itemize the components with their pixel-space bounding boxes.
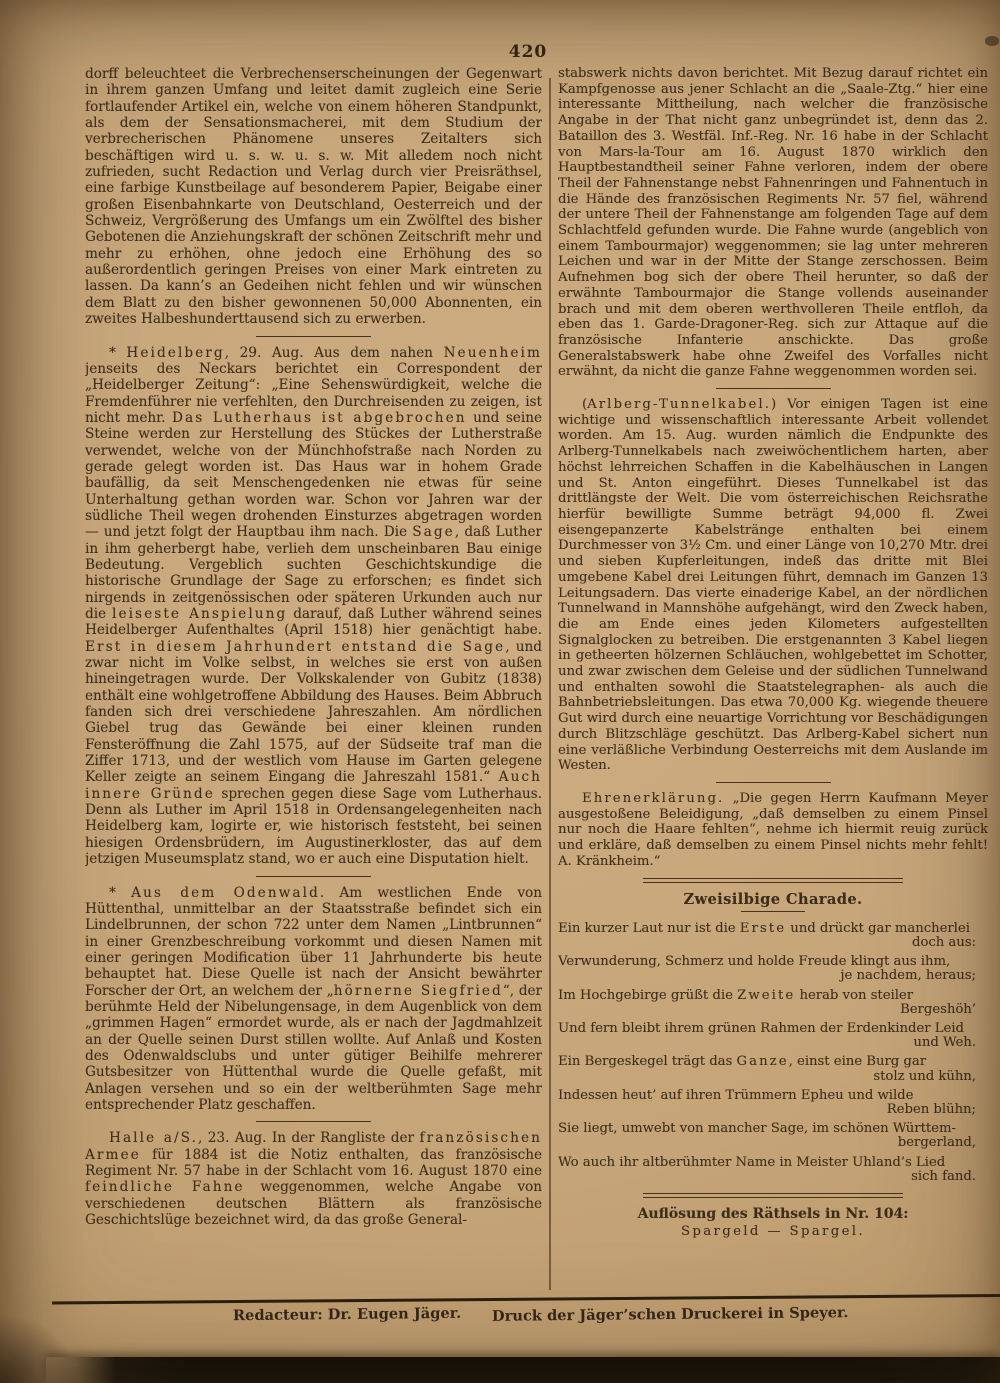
riddle-solution-answer: Spargeld — Spargel. xyxy=(680,1224,866,1240)
column-divider xyxy=(549,78,551,1290)
charade-line-overflow: doch aus: xyxy=(911,934,976,950)
charade-line-overflow: bergerland, xyxy=(897,1135,976,1151)
charade-section xyxy=(558,892,988,1184)
article-serial-continuation: dorff beleuchteet die Verbrechenserscheinungen der Gegenwart in ihrem ganzen Umfang und leitet damit zugleich eine Serie fortlaufender Artikel ein, welche von einem höheren Standpunkt, als dem der Sensationsmacherei, mit dem Studium der verbrecherischen Phänomene unseres Zeitalters sich beschäftigen wird u. s. w. u. s. w. Mit alledem noch nicht zufrieden, sucht Redaction und Verlag durch vier Preisräthsel, eine farbige Kunstbeilage auf besonderem Papier, Beigabe einer großen Eisenbahnkarte von Deutschland, Oesterreich und der Schweiz, Vergrößerung des Umfangs um ein Zwölftel des bisher Gebotenen die Anziehungskraft der schönen Zeitschrift mehr und mehr zu erhöhen, ohne jedoch eine Erhöhung des so außerordentlich geringen Preises von einer Mark eintreten zu lassen. Da kann’s an Gedeihen nicht fehlen und wir wünschen dem Blatt zu den bisher gewonnenen 50,000 Abonnenten, ein zweites Halbeshunderttausend sich zu erwerben. xyxy=(85,66,542,328)
footer-redacteur: Redacteur: Dr. Eugen Jäger. xyxy=(232,1304,462,1325)
title-underline-rule xyxy=(741,911,805,912)
footer-druck: Druck der Jäger’schen Druckerei in Speyer. xyxy=(491,1304,849,1325)
charade-line-overflow: stolz und kühn, xyxy=(873,1068,976,1084)
right-column xyxy=(558,66,988,1298)
page-number: 420 xyxy=(508,42,548,62)
charade-line: Wo auch ihr altberühmter Name in Meister Uhland’s Lied xyxy=(558,1154,946,1170)
charade-line-overflow: Bergeshöh’ xyxy=(900,1001,976,1017)
scan-edge-band xyxy=(46,1357,1000,1383)
article-arlberg-tunnelkabel: (Arlberg-Tunnelkabel.) Vor einigen Tagen ist eine wichtige und wissenschaftlich interessante Arbeit vollendet worden. Am 15. Aug. wurden nämlich die Endpunkte des Arlberg-Tunnelkabels nach zweiwöchentlichem harten, aber höchst lehrreichen Schaffen in die Kabelhäuschen in Langen und St. Anton eingeführt. Dieses Tunnelkabel ist das drittlängste der Welt. Die vom österreichischen Reichsrathe hierfür bewilligte Summe beträgt 94,000 fl. Zwei eisengepanzerte Kabelstränge enthalten bei einem Durchmesser von 3½ Cm. und einer Länge von 10,270 Mtr. drei und sieben Kupferleitungen, indeß das dritte mit Blei umgebene Kabel drei Leitungen führt, demnach im Ganzen 13 Leitungsadern. Das vierte einaderige Kabel, an der nördlichen Tunnelwand in Mannshöhe aufgehängt, wird den Zweck haben, die am Ende eines jeden Kilometers aufgestellten Signalglocken zu betreiben. Die erstgenannten 3 Kabel liegen in getheerten hölzernen Schläuchen, wohlgebettet im Schotter, und zwar zwischen dem Geleise und der südlichen Tunnelwand und enthalten sowohl die Staatstelegraphen- als auch die Bahnbetriebsleitungen. Das etwa 70,000 Kg. wiegende theuere Gut wird durch eine neuartige Vorrichtung vor Beschädigungen durch Blitzschläge geschützt. Das Arlberg-Kabel sichert nun eine verläßliche Verbindung Oesterreichs mit dem Auslande im Westen. xyxy=(558,397,988,774)
separator-rule xyxy=(256,876,371,877)
separator-rule xyxy=(716,388,831,389)
riddle-solution-title: Auflösung des Räthsels in Nr. 104: xyxy=(637,1205,909,1222)
article-halle: Halle a/S., 23. Aug. In der Rangliste der französischen Armee für 1884 ist die Notiz enthalten, das französische Regiment Nr. 57 habe in der Schlacht vom 16. August 1870 eine feindliche Fahne weggenommen, welche Angabe von verschiedenen deutschen Blättern als französische Geschichtslüge bezeichnet wird, da das große General- xyxy=(85,1130,542,1229)
charade-line-overflow: je nachdem, heraus; xyxy=(840,968,976,984)
charade-line: Sie liegt, umwebt von mancher Sage, im schönen Württem- xyxy=(558,1121,956,1137)
charade-line-overflow: und Weh. xyxy=(913,1035,976,1051)
charade-line: Ein Bergeskegel trägt das Ganze, einst eine Burg gar xyxy=(558,1054,927,1070)
article-fahne-continuation: stabswerk nichts davon berichtet. Mit Bezug darauf richtet ein Kampfgenosse aus jener Schlacht an die „Saale-Ztg.“ hier eine interessante Mittheilung, nach welcher die französische Angabe in der That nicht ganz unbegründet ist, denn das 2. Bataillon des 3. Westfäl. Inf.-Reg. Nr. 16 habe in der Schlacht von Mars-la-Tour am 16. August 1870 wirklich den Hauptbestandtheil seiner Fahne verloren, indem der obere Theil der Fahnenstange nebst Fahnenringen und Fahnentuch in die Hände des französischen Regiments Nr. 57 fiel, während der untere Theil der Fahnenstange am folgenden Tage auf dem Schlachtfeld gefunden wurde. Die Fahne wurde (angeblich von einem Tambourmajor) weggenommen; sie lag unter mehreren Leichen und war in der Mitte der Stange zerschossen. Beim Aufnehmen bog sich der obere Theil herunter, so daß der erwähnte Tambourmajor die Stange vollends auseinander brach und mit dem oberen werthvolleren Theile entfloh, da eben das 1. Garde-Dragoner-Reg. sich zur Attaque auf die französische Infanterie anschickte. Das große Generalstabswerk habe ohne Zweifel des Vorfalles nicht erwähnt, da nicht die ganze Fahne weggenommen worden sei. xyxy=(558,66,988,380)
charade-title: Zweisilbige Charade. xyxy=(683,891,863,909)
article-heidelberg: * Heidelberg, 29. Aug. Aus dem nahen Neuenheim jenseits des Neckars berichtet ein Correspondent der „Heidelberger Zeitung“: „Eine Sehenswürdigkeit, welche die Fremdenführer nie verfehlten, den Durchreisenden zu zeigen, ist nicht mehr. Das Lutherhaus ist abgebrochen und seine Steine werden zur Herstellung des Stückes der Lutherstraße verwendet, welche von der Münchhofstraße nach Norden zu gerade gelegt worden ist. Das Haus war in hohem Grade baufällig, da seit Menschengedenken nie etwas für seine Unterhaltung gethan worden war. Schon vor Jahren war der südliche Theil wegen drohenden Einsturzes abgetragen worden — und jetzt folgt der Hauptbau ihm nach. Die Sage, daß Luther in ihm geherbergt habe, verlieh dem unscheinbaren Bau einige Bedeutung. Vergeblich suchten Geschichtskundige die historische Grundlage der Sage zu erforschen; es findet sich nirgends in zeitgenössischen oder späteren Urkunden auch nur die leiseste Anspielung darauf, daß Luther während seines Heidelberger Aufenthaltes (April 1518) hier genächtigt habe. Erst in diesem Jahrhundert entstand die Sage, und zwar nicht im Volke selbst, in welches sie erst von außen hineingetragen wurde. Der Volkskalender von Gubitz (1838) enthält eine wohlgetroffene Abbildung des Hauses. Beim Abbruch fanden sich drei verschiedene Jahreszahlen. Am nördlichen Giebel trug das Gewände bei einer kleinen runden Fensteröffnung die Zahl 1575, auf der Südseite traf man die Ziffer 1713, und der westlich vom Hause im Garten gelegene Keller zeigte an seinem Eingang die Jahreszahl 1581.“ Auch innere Gründe sprechen gegen diese Sage vom Lutherhaus. Denn als Luther im April 1518 in Ordensangelegenheiten nach Heidelberg kam, logirte er, wie historisch feststeht, bei seinen hiesigen Ordensbrüdern, im Augustinerkloster, das auf dem jetzigen Museumsplatz stand, wo er auch eine Disputation hielt. xyxy=(85,344,542,868)
double-separator-rule xyxy=(643,1193,903,1198)
charade-line-overflow: Reben blühn; xyxy=(886,1101,976,1117)
left-column xyxy=(85,66,542,1298)
double-separator-rule xyxy=(643,878,903,883)
charade-line: Ein kurzer Laut nur ist die Erste und drückt gar mancherlei xyxy=(558,920,970,936)
article-odenwald: * Aus dem Odenwald. Am westlichen Ende von Hüttenthal, unmittelbar an der Staatsstraße befindet sich ein Lindelbrunnen, der schon 722 unter dem Namen „Lintbrunnen“ in einer Grenzbeschreibung vorkommt und diesen Namen mit einer geringen Modification über 11 Jahrhunderte bis heute behauptet hat. Diese Quelle ist nach der Ansicht bewährter Forscher der Ort, an welchem der „hörnerne Siegfried“, der berühmte Held der Nibelungensage, in dem Augenblick von dem „grimmen Hagen“ ermordet wurde, als er nach der Jagdmahlzeit an der Quelle seinen Durst stillen wollte. Auf Anlaß und Kosten des Odenwaldsclubs und unter gütiger Beihilfe mehrerer Gutsbesitzer von Hüttenthal wurde die Quelle gefaßt, mit Anlagen versehen und so ein der weltberühmten Sage mehr entsprechender Platz geschaffen. xyxy=(85,884,542,1113)
charade-line: Im Hochgebirge grüßt die Zweite herab von steiler xyxy=(558,987,914,1003)
article-ehrenerklaerung: Ehrenerklärung. „Die gegen Herrn Kaufmann Meyer ausgestoßene Beleidigung, „daß demselben zu einem Pinsel nur noch die Haare fehlten“, nehme ich hiermit reuig zurück und erkläre, daß demselben zu einem Pinsel nichts mehr fehlt! A. Kränkheim.“ xyxy=(558,790,988,869)
separator-rule xyxy=(256,1121,371,1122)
charade-line: Und fern bleibt ihrem grünen Rahmen der Erdenkinder Leid xyxy=(558,1020,964,1036)
separator-rule xyxy=(716,782,831,783)
charade-line-overflow: sich fand. xyxy=(911,1168,976,1184)
charade-line: Indessen heut’ auf ihren Trümmern Epheu und wilde xyxy=(558,1087,914,1103)
charade-line: Verwunderung, Schmerz und holde Freude klingt aus ihm, xyxy=(558,954,951,970)
separator-rule xyxy=(256,336,371,337)
scan-speck xyxy=(985,36,999,46)
